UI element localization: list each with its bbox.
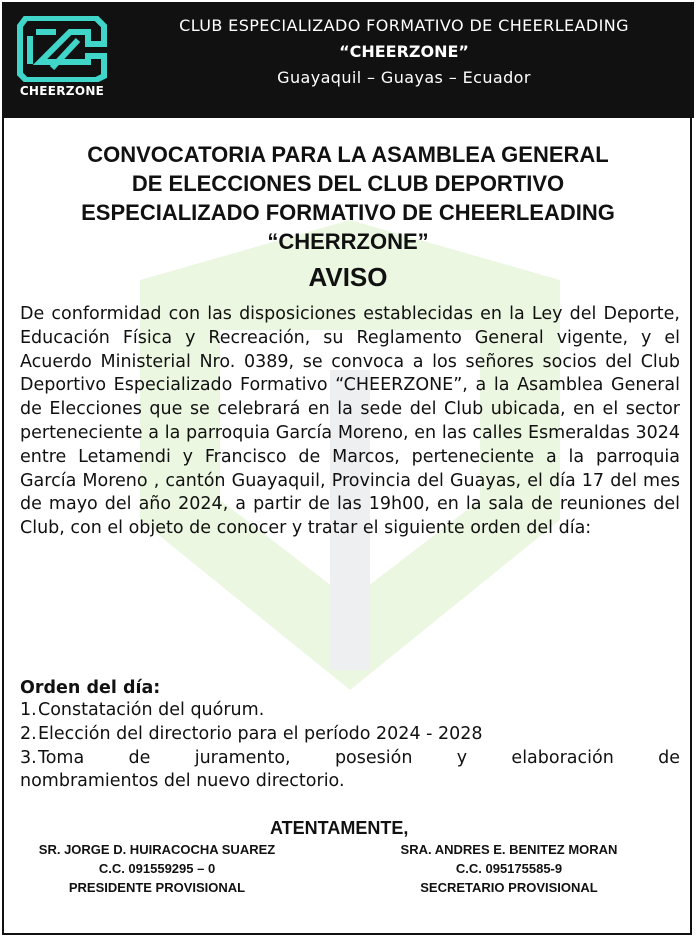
agenda-item-text: Constatación del quórum. bbox=[38, 700, 265, 720]
agenda-item bbox=[20, 723, 680, 747]
agenda-item-number: 2. bbox=[20, 723, 37, 744]
logo-caption: CHEERZONE bbox=[19, 84, 105, 98]
agenda-item-number: 3. bbox=[20, 747, 37, 768]
signatory-role: SECRETARIO PROVISIONAL bbox=[420, 880, 598, 895]
agenda-item-text: Toma de juramento, posesión y elaboración de bbox=[38, 747, 680, 768]
title-line-4: “CHERRZONE” bbox=[267, 229, 429, 254]
header-line-1: CLUB ESPECIALIZADO FORMATIVO DE CHEERLEADING bbox=[179, 16, 629, 35]
aviso-heading: AVISO bbox=[308, 262, 388, 292]
agenda-item-text: Elección del directorio para el período 2024 - 2028 bbox=[38, 723, 483, 744]
signature-block-president bbox=[14, 840, 300, 897]
agenda-item bbox=[20, 747, 680, 771]
signatory-id: C.C. 095175585-9 bbox=[455, 861, 563, 876]
header-line-2: “CHEERZONE” bbox=[339, 42, 469, 61]
agenda-item-number: 1. bbox=[20, 700, 37, 720]
cz-logo-icon bbox=[16, 16, 108, 82]
title-line-2: DE ELECCIONES DEL CLUB DEPORTIVO bbox=[131, 171, 565, 196]
title-line-1: CONVOCATORIA PARA LA ASAMBLEA GENERAL bbox=[87, 142, 609, 167]
signature-block-secretary bbox=[364, 840, 654, 897]
announcement-title bbox=[18, 140, 678, 256]
agenda-item bbox=[20, 699, 680, 723]
header-line-3: Guayaquil – Guayas – Ecuador bbox=[277, 68, 531, 87]
agenda-title: Orden del día: bbox=[20, 678, 161, 698]
agenda-list bbox=[20, 699, 680, 794]
body-paragraph: De conformidad con las disposiciones establecidas en la Ley del Deporte, Educación Física y Recreación, su Reglamento General vigente, y el Acuerdo Ministerial Nro. 0389, se convoca a los señores socios del Club Deportivo Especializado Formativo “CHEERZONE”, a la Asamblea General de Elecciones que se celebrará en la sede del Club ubicada, en el sector perteneciente a la parroquia García Moreno, en las calles Esmeraldas 3024 entre Letamendi y Francisco de Marcos, perteneciente a la parroquia García Moreno , cantón Guayaquil, Provincia del Guayas, el día 17 del mes de mayo del año 2024, a partir de las 19h00, en la sala de reuniones del Club, con el objeto de conocer y tratar el siguiente orden del día: bbox=[20, 304, 680, 539]
cheerzone-logo bbox=[16, 16, 108, 102]
signatory-name: SR. JORGE D. HUIRACOCHA SUAREZ bbox=[38, 842, 276, 857]
signatory-name: SRA. ANDRES E. BENITEZ MORAN bbox=[400, 842, 618, 857]
closing-salutation: ATENTAMENTE, bbox=[270, 818, 409, 838]
agenda-item-continuation: nombramientos del nuevo directorio. bbox=[20, 771, 345, 792]
title-line-3: ESPECIALIZADO FORMATIVO DE CHEERLEADING bbox=[81, 200, 615, 225]
header-banner bbox=[2, 2, 694, 118]
signatory-role: PRESIDENTE PROVISIONAL bbox=[68, 880, 246, 895]
signatory-id: C.C. 091559295 – 0 bbox=[98, 861, 216, 876]
